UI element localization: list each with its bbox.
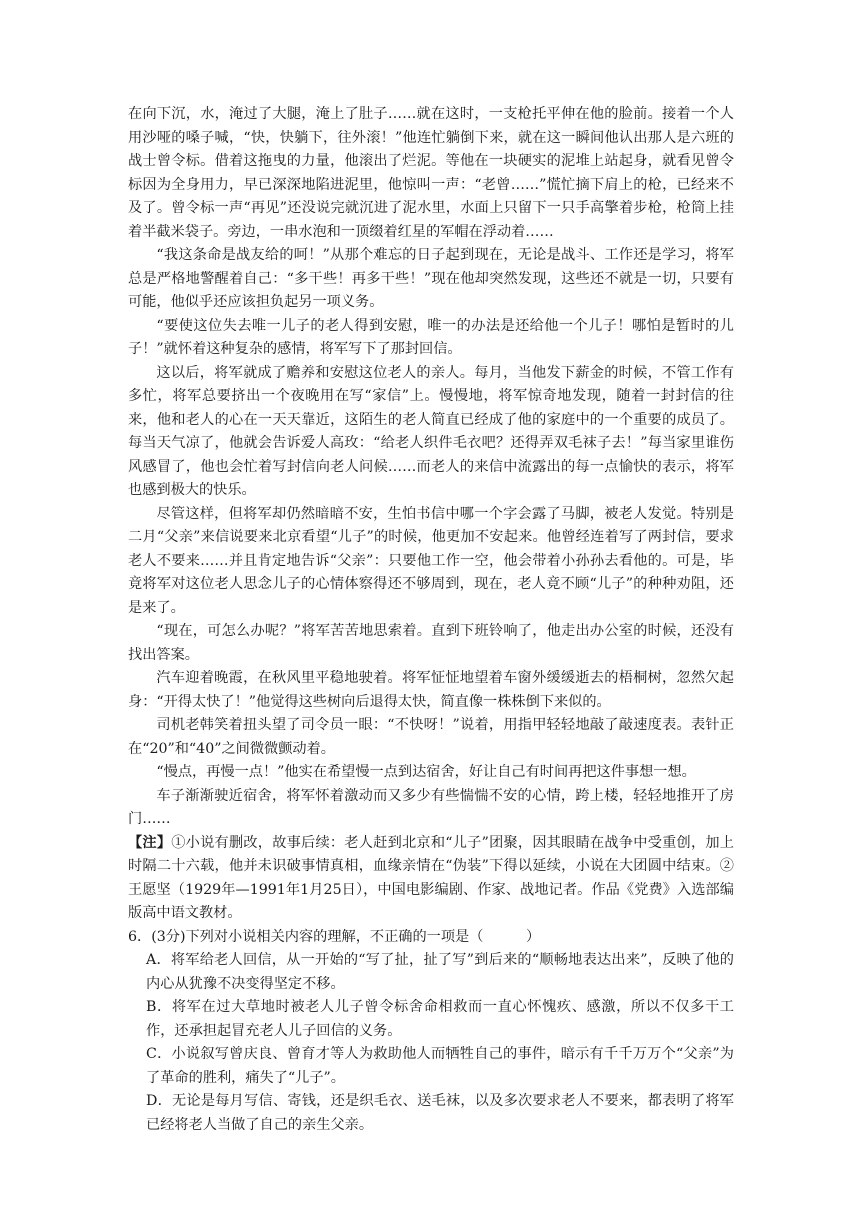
answer-options [146, 949, 734, 1137]
option-c: C．小说叙写曾庆良、曾育才等人为救助他人而牺牲自己的事件，暗示有千千万万个“父亲”为了革命的胜利，痛失了“儿子”。 [146, 1046, 734, 1086]
story-paragraph-7: 汽车迎着晚霞，在秋风里平稳地驶着。将军怔怔地望着车窗外缓缓逝去的梧桐树，忽然欠起身：“开得太快了！”他觉得这些树向后退得太快，简直像一株株倒下来似的。 [128, 670, 734, 710]
story-paragraph-4: 这以后，将军就成了赡养和安慰这位老人的亲人。每月，当他发下薪金的时候，不管工作有多忙，将军总要挤出一个夜晚用在写“家信”上。慢慢地，将军惊奇地发现，随着一封封信的往来，他和老人的心在一天天靠近，这陌生的老人简直已经成了他的家庭中的一个重要的成员了。每当天气凉了，他就会告诉爱人高玫：“给老人织件毛衣吧？还得弄双毛袜子去！”每当家里谁伤风感冒了，他也会忙着写封信向老人问候……而老人的来信中流露出的每一点愉快的表示，将军也感到极大的快乐。 [128, 364, 734, 498]
footnote [128, 832, 734, 926]
story-paragraph-10: 车子渐渐驶近宿舍，将军怀着激动而又多少有些惴惴不安的心情，跨上楼，轻轻地推开了房门…… [128, 787, 734, 827]
story-paragraph-5: 尽管这样，但将军却仍然暗暗不安，生怕书信中哪一个字会露了马脚，被老人发觉。特别是二月“父亲”来信说要来北京看望“儿子”的时候，他更加不安起来。他曾经连着写了两封信，要求老人不要来……并且肯定地告诉“父亲”：只要他工作一空，他会带着小孙孙去看他的。可是，毕竟将军对这位老人思念儿子的心情体察得还不够周到，现在，老人竟不顾“儿子”的种种劝阻，还是来了。 [128, 505, 734, 616]
story-paragraph-6: “现在，可怎么办呢？”将军苦苦地思索着。直到下班铃响了，他走出办公室的时候，还没有找出答案。 [128, 623, 734, 663]
option-b: B．将军在过大草地时被老人儿子曾令标舍命相救而一直心怀愧疚、感激，所以不仅多干工作，还承担起冒充老人儿子回信的义务。 [146, 999, 734, 1039]
story-paragraph-9: “慢点，再慢一点！”他实在希望慢一点到达宿舍，好让自己有时间再把这件事想一想。 [156, 764, 696, 780]
footnote-text: ①小说有删改，故事后续：老人赶到北京和“儿子”团聚，因其眼睛在战争中受重创，加上时隔二十六载，他并未识破事情真相，血缘亲情在“伪装”下得以延续，小说在大团圆中结束。②王愿坚（1929年—1991年1月25日），中国电影编剧、作家、战地记者。作品《党费》入选部编版高中语文教材。 [128, 834, 734, 921]
story-paragraph-3: “要使这位失去唯一儿子的老人得到安慰，唯一的办法是还给他一个儿子！哪怕是暂时的儿子！”就怀着这种复杂的感情，将军写下了那封回信。 [128, 317, 734, 357]
document-page [128, 103, 734, 1137]
story-paragraph-8: 司机老韩笑着扭头望了司令员一眼：“不快呀！”说着，用指甲轻轻地敲了敲速度表。表针正在“20”和“40”之间微微颤动着。 [128, 717, 734, 757]
question-stem: 6．(3分)下列对小说相关内容的理解，不正确的一项是（ ） [128, 928, 541, 945]
story-paragraph-1: 在向下沉，水，淹过了大腿，淹上了肚子……就在这时，一支枪托平伸在他的脸前。接着一个人用沙哑的嗓子喊，“快，快躺下，往外滚！”他连忙躺倒下来，就在这一瞬间他认出那人是六班的战士曾令标。借着这拖曳的力量，他滚出了烂泥。等他在一块硬实的泥堆上站起身，就看见曾令标因为全身用力，早已深深地陷进泥里，他惊叫一声：“老曾……”慌忙摘下肩上的枪，已经来不及了。曾令标一声“再见”还没说完就沉进了泥水里，水面上只留下一只手高擎着步枪，枪筒上挂着半截米袋子。旁边，一串水泡和一顶缀着红星的军帽在浮动着…… [128, 106, 734, 240]
option-a: A．将军给老人回信，从一开始的“写了扯，扯了写”到后来的“顺畅地表达出来”，反映了他的内心从犹豫不决变得坚定不移。 [146, 952, 734, 992]
story-paragraph-2: “我这条命是战友给的呵！”从那个难忘的日子起到现在，无论是战斗、工作还是学习，将军总是严格地警醒着自己：“多干些！再多干些！”现在他却突然发现，这些还不就是一切，只要有可能，他似乎还应该担负起另一项义务。 [128, 247, 734, 310]
footnote-tag: 【注】 [128, 834, 172, 851]
option-d: D．无论是每月写信、寄钱，还是织毛衣、送毛袜，以及多次要求老人不要来，都表明了将军已经将老人当做了自己的亲生父亲。 [146, 1093, 734, 1133]
